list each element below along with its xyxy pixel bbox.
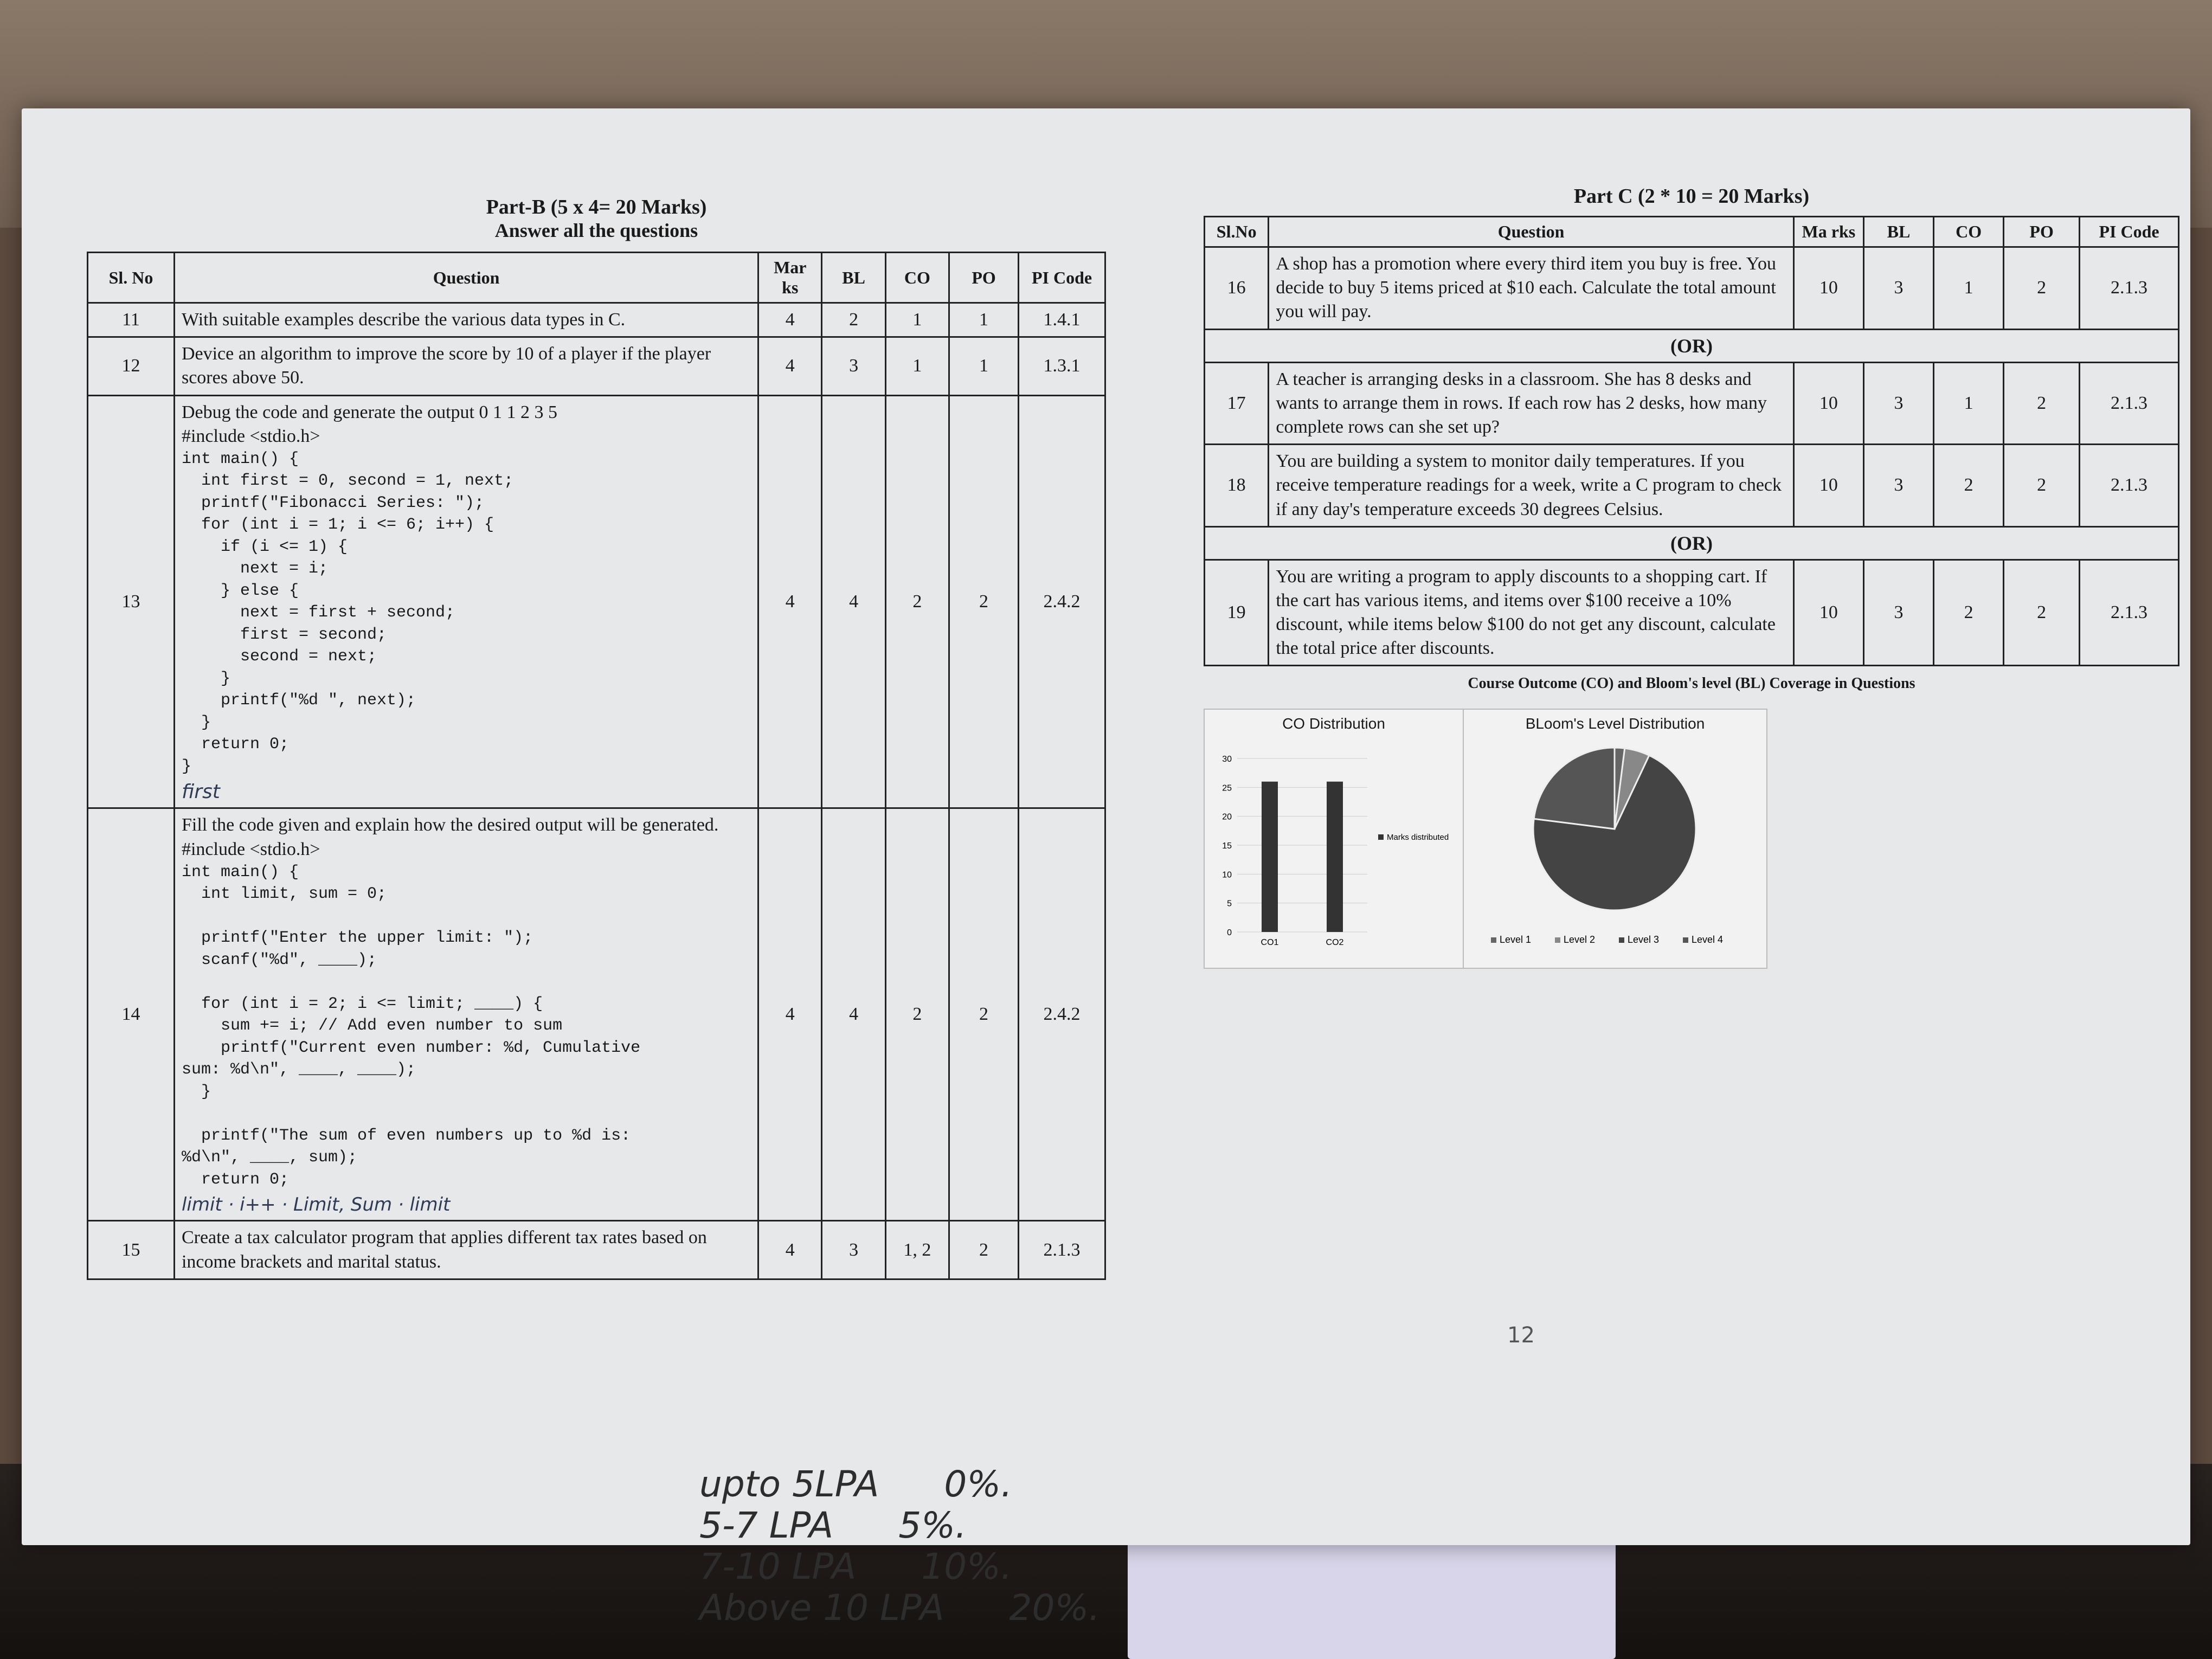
bloom-level-chart	[1464, 709, 1767, 969]
row-pi: 1.3.1	[1019, 337, 1105, 395]
row-marks: 4	[758, 303, 822, 337]
bar-co2	[1327, 782, 1343, 932]
handwritten-tax-notes	[699, 1464, 1100, 1629]
row-po: 2	[2004, 445, 2080, 527]
or-row	[1205, 329, 2179, 362]
code-block: int main() { int first = 0, second = 1, next; printf("Fibonacci Series: "); for (int i = 1; i <= 6; i++) { if (i <= 1) { next = i; } else { next = first + second; first = second; second = next; } printf("%d ", next); } return 0; }	[181, 449, 514, 776]
row-question: Device an algorithm to improve the score by 10 of a player if the player scores above 50.	[174, 337, 758, 395]
table-row	[1205, 247, 2179, 330]
row-po: 2	[2004, 560, 2080, 666]
header-pi: PI Code	[2080, 217, 2179, 247]
row-co: 1	[1934, 362, 2004, 445]
row-question-cell	[174, 808, 758, 1221]
co-distribution-chart	[1204, 709, 1464, 969]
note-line	[699, 1505, 1100, 1546]
table-row	[1205, 560, 2179, 666]
legend-label: Level 4	[1692, 934, 1724, 946]
row-pi: 2.1.3	[2080, 560, 2179, 666]
row-no: 17	[1205, 362, 1269, 445]
row-question: Debug the code and generate the output 0 1 1 2 3 5 #include <stdio.h>	[181, 402, 557, 446]
table-header-row	[1205, 217, 2179, 247]
row-no: 12	[88, 337, 175, 395]
row-bl: 3	[1863, 247, 1933, 330]
row-pi: 2.1.3	[2080, 445, 2179, 527]
row-bl: 4	[822, 808, 885, 1221]
row-pi: 2.1.3	[1019, 1221, 1105, 1279]
row-co: 2	[1934, 560, 2004, 666]
code-block: int main() { int limit, sum = 0; printf("Enter the upper limit: "); scanf("%d", ____); for (int i = 2; i <= limit; ____) { sum += i; // Add even number to sum printf("Current even number: %d, Cumulative sum: %d\n", ____, ____); } printf("The sum of even numbers up to %d is: %d\n", ____, sum); return 0;	[181, 863, 641, 1189]
row-bl: 3	[822, 1221, 885, 1279]
y-tick-label: 20	[1222, 813, 1232, 822]
row-question: With suitable examples describe the various data types in C.	[174, 303, 758, 337]
charts-row	[1204, 709, 2179, 969]
row-marks: 10	[1793, 445, 1863, 527]
legend-swatch	[1555, 937, 1560, 943]
legend-label: Level 2	[1564, 934, 1596, 946]
header-question: Question	[1269, 217, 1793, 247]
row-bl: 3	[1863, 362, 1933, 445]
row-pi: 2.4.2	[1019, 395, 1105, 808]
y-tick-label: 0	[1227, 928, 1232, 938]
row-no: 15	[88, 1221, 175, 1279]
note-rate: 0%.	[944, 1463, 1013, 1505]
row-co: 2	[1934, 445, 2004, 527]
table-row	[1205, 445, 2179, 527]
part-c-table	[1204, 216, 2179, 666]
row-question: Create a tax calculator program that applies different tax rates based on income brackets and marital status.	[174, 1221, 758, 1279]
table-row	[88, 808, 1105, 1221]
row-bl: 2	[822, 303, 885, 337]
row-co: 1	[1934, 247, 2004, 330]
row-marks: 4	[758, 1221, 822, 1279]
row-pi: 2.4.2	[1019, 808, 1105, 1221]
bar-co1	[1262, 782, 1278, 932]
note-bracket: 5-7 LPA	[699, 1504, 834, 1546]
y-tick-label: 10	[1222, 870, 1232, 880]
row-marks: 4	[758, 808, 822, 1221]
table-row	[88, 303, 1105, 337]
header-slno: Sl. No	[88, 253, 175, 303]
row-po: 2	[949, 395, 1019, 808]
legend-swatch	[1491, 937, 1496, 943]
row-marks: 10	[1793, 247, 1863, 330]
row-question: You are building a system to monitor daily temperatures. If you receive temperature readings for a week, write a C program to check if any day's temperature exceeds 30 degrees Celsius.	[1269, 445, 1793, 527]
header-bl: BL	[822, 253, 885, 303]
note-line	[699, 1546, 1100, 1587]
row-marks: 4	[758, 395, 822, 808]
x-tick-label: CO2	[1326, 938, 1344, 948]
row-question: You are writing a program to apply discounts to a shopping cart. If the cart has various items, and items over $100 receive a 10% discount, while items below $100 do not get any discount, calculate the total price after discounts.	[1269, 560, 1793, 666]
row-no: 16	[1205, 247, 1269, 330]
co-chart-title: CO Distribution	[1282, 715, 1385, 732]
y-tick-label: 15	[1222, 841, 1232, 851]
row-question-cell	[174, 395, 758, 808]
row-question: A shop has a promotion where every third item you buy is free. You decide to buy 5 items priced at $10 each. Calculate the total amount you will pay.	[1269, 247, 1793, 330]
row-co: 1, 2	[885, 1221, 949, 1279]
row-no: 18	[1205, 445, 1269, 527]
row-pi: 2.1.3	[2080, 247, 2179, 330]
row-no: 11	[88, 303, 175, 337]
part-b-subtitle: Answer all the questions	[494, 220, 698, 241]
row-question: Fill the code given and explain how the desired output will be generated. #include <stdio.h>	[181, 815, 719, 859]
page-number: 12	[1507, 1323, 1535, 1348]
row-po: 1	[949, 337, 1019, 395]
header-marks: Mar ks	[758, 253, 822, 303]
coverage-caption: Course Outcome (CO) and Bloom's level (BL) Coverage in Questions	[1468, 675, 1915, 692]
row-po: 2	[949, 808, 1019, 1221]
co-bar-svg	[1210, 737, 1457, 959]
header-co: CO	[1934, 217, 2004, 247]
note-rate: 20%.	[1009, 1586, 1101, 1629]
row-bl: 3	[822, 337, 885, 395]
legend-label: Level 1	[1500, 934, 1532, 946]
handwritten-answer: first	[181, 781, 220, 803]
row-co: 1	[885, 303, 949, 337]
header-slno: Sl.No	[1205, 217, 1269, 247]
row-po: 2	[2004, 362, 2080, 445]
row-pi: 1.4.1	[1019, 303, 1105, 337]
header-co: CO	[885, 253, 949, 303]
header-po: PO	[2004, 217, 2080, 247]
table-row	[1205, 362, 2179, 445]
legend-label: Marks distributed	[1387, 833, 1449, 843]
header-pi: PI Code	[1019, 253, 1105, 303]
or-row	[1205, 526, 2179, 560]
row-marks: 10	[1793, 362, 1863, 445]
table-row	[88, 395, 1105, 808]
row-bl: 4	[822, 395, 885, 808]
y-tick-label: 30	[1222, 755, 1232, 764]
row-co: 1	[885, 337, 949, 395]
y-tick-label: 5	[1227, 899, 1232, 909]
bloom-pie-svg	[1469, 737, 1760, 959]
label-sticker	[1128, 1540, 1616, 1659]
row-po: 2	[2004, 247, 2080, 330]
note-bracket: 7-10 LPA	[699, 1545, 857, 1587]
or-label: (OR)	[1205, 329, 2179, 362]
row-marks: 10	[1793, 560, 1863, 666]
legend-label: Level 3	[1628, 934, 1660, 946]
row-co: 2	[885, 395, 949, 808]
note-rate: 10%.	[921, 1545, 1012, 1587]
row-po: 1	[949, 303, 1019, 337]
pie-slice-level-4	[1534, 748, 1615, 829]
row-bl: 3	[1863, 560, 1933, 666]
note-bracket: upto 5LPA	[699, 1463, 879, 1505]
note-bracket: Above 10 LPA	[699, 1586, 944, 1629]
part-c-page	[1204, 184, 2179, 1160]
table-header-row	[88, 253, 1105, 303]
row-bl: 3	[1863, 445, 1933, 527]
legend-swatch	[1683, 937, 1688, 943]
note-rate: 5%.	[898, 1504, 967, 1546]
note-line	[699, 1464, 1100, 1505]
exam-paper	[22, 108, 2190, 1629]
table-row	[88, 1221, 1105, 1279]
legend-swatch	[1378, 834, 1384, 840]
row-no: 19	[1205, 560, 1269, 666]
legend-swatch	[1619, 937, 1624, 943]
header-question: Question	[174, 253, 758, 303]
part-b-page	[87, 195, 1106, 1431]
row-no: 14	[88, 808, 175, 1221]
row-marks: 4	[758, 337, 822, 395]
header-bl: BL	[1863, 217, 1933, 247]
y-tick-label: 25	[1222, 783, 1232, 793]
part-b-title: Part-B (5 x 4= 20 Marks)	[486, 196, 707, 218]
or-label: (OR)	[1205, 526, 2179, 560]
row-question: A teacher is arranging desks in a classroom. She has 8 desks and wants to arrange them in rows. If each row has 2 desks, how many complete rows can she set up?	[1269, 362, 1793, 445]
header-marks: Ma rks	[1793, 217, 1863, 247]
x-tick-label: CO1	[1261, 938, 1279, 948]
table-row	[88, 337, 1105, 395]
note-line	[699, 1587, 1100, 1629]
header-po: PO	[949, 253, 1019, 303]
bloom-chart-title: BLoom's Level Distribution	[1525, 715, 1705, 732]
row-no: 13	[88, 395, 175, 808]
part-b-table	[87, 252, 1106, 1280]
row-co: 2	[885, 808, 949, 1221]
row-pi: 2.1.3	[2080, 362, 2179, 445]
part-c-title: Part C (2 * 10 = 20 Marks)	[1573, 185, 1810, 208]
handwritten-answer: limit · i++ · Limit, Sum · limit	[181, 1194, 451, 1216]
row-po: 2	[949, 1221, 1019, 1279]
